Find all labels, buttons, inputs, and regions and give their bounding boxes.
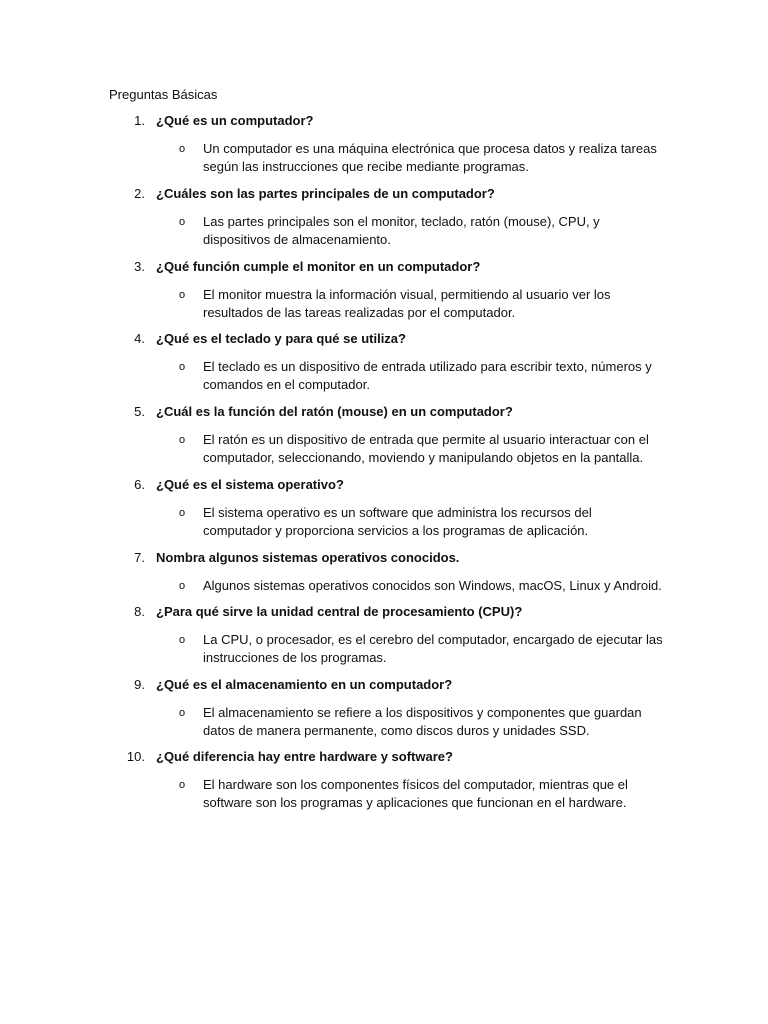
hollow-circle-bullet-icon: o [179,707,186,719]
question-item [0,185,768,203]
answer-line: Algunos sistemas operativos conocidos son Windows, macOS, Linux y Android. [203,578,662,593]
answer-line: La CPU, o procesador, es el cerebro del computador, encargado de ejecutar las [203,632,663,647]
hollow-circle-bullet-icon: o [179,143,186,155]
question-number: 4. [134,331,145,346]
question-number: 5. [134,404,145,419]
question-text: ¿Cuáles son las partes principales de un computador? [156,186,495,201]
question-text: ¿Qué es el teclado y para qué se utiliza? [156,331,406,346]
question-number: 9. [134,677,145,692]
answer-line: El monitor muestra la información visual, permitiendo al usuario ver los [203,287,611,302]
question-text: Nombra algunos sistemas operativos conocidos. [156,550,460,565]
answer-line: datos de manera permanente, como discos duros y unidades SSD. [203,723,590,738]
document-title: Preguntas Básicas [109,87,218,102]
question-item [0,476,768,494]
question-text: ¿Qué es el almacenamiento en un computador? [156,677,453,692]
answer-line: instrucciones de los programas. [203,650,387,665]
hollow-circle-bullet-icon: o [179,580,186,592]
hollow-circle-bullet-icon: o [179,216,186,228]
question-text: ¿Qué es el sistema operativo? [156,477,344,492]
answer-line: comandos en el computador. [203,377,370,392]
answer-line: El hardware son los componentes físicos del computador, mientras que el [203,777,628,792]
question-number: 3. [134,259,145,274]
question-text: ¿Qué función cumple el monitor en un computador? [156,259,481,274]
question-text: ¿Qué diferencia hay entre hardware y software? [156,749,453,764]
question-text: ¿Cuál es la función del ratón (mouse) en un computador? [156,404,513,419]
answer-line: computador, seleccionando, moviendo y manipulando objetos en la pantalla. [203,450,644,465]
answer-line: El sistema operativo es un software que administra los recursos del [203,505,592,520]
hollow-circle-bullet-icon: o [179,361,186,373]
question-number: 1. [134,113,145,128]
question-number: 8. [134,604,145,619]
question-text: ¿Para qué sirve la unidad central de procesamiento (CPU)? [156,604,523,619]
question-number: 10. [126,749,145,764]
question-item [0,330,768,348]
question-item [0,549,768,567]
answer-line: El ratón es un dispositivo de entrada que permite al usuario interactuar con el [203,432,649,447]
question-item [0,603,768,621]
answer-line: resultados de las tareas realizadas por el computador. [203,305,516,320]
question-item [0,676,768,694]
hollow-circle-bullet-icon: o [179,507,186,519]
question-item [0,403,768,421]
hollow-circle-bullet-icon: o [179,779,186,791]
answer-line: software son los programas y aplicaciones que funcionan en el hardware. [203,795,627,810]
question-number: 6. [134,477,145,492]
answer-line: computador y proporciona servicios a los programas de aplicación. [203,523,589,538]
answer-line: El teclado es un dispositivo de entrada utilizado para escribir texto, números y [203,359,652,374]
answer-line: Las partes principales son el monitor, teclado, ratón (mouse), CPU, y [203,214,600,229]
answer-line: Un computador es una máquina electrónica que procesa datos y realiza tareas [203,141,657,156]
hollow-circle-bullet-icon: o [179,289,186,301]
question-item [0,258,768,276]
answer-line: El almacenamiento se refiere a los dispositivos y componentes que guardan [203,705,642,720]
question-item [0,112,768,130]
question-number: 2. [134,186,145,201]
question-item [0,748,768,766]
hollow-circle-bullet-icon: o [179,634,186,646]
answer-line: dispositivos de almacenamiento. [203,232,391,247]
answer-line: según las instrucciones que recibe mediante programas. [203,159,529,174]
question-text: ¿Qué es un computador? [156,113,314,128]
hollow-circle-bullet-icon: o [179,434,186,446]
question-number: 7. [134,550,145,565]
